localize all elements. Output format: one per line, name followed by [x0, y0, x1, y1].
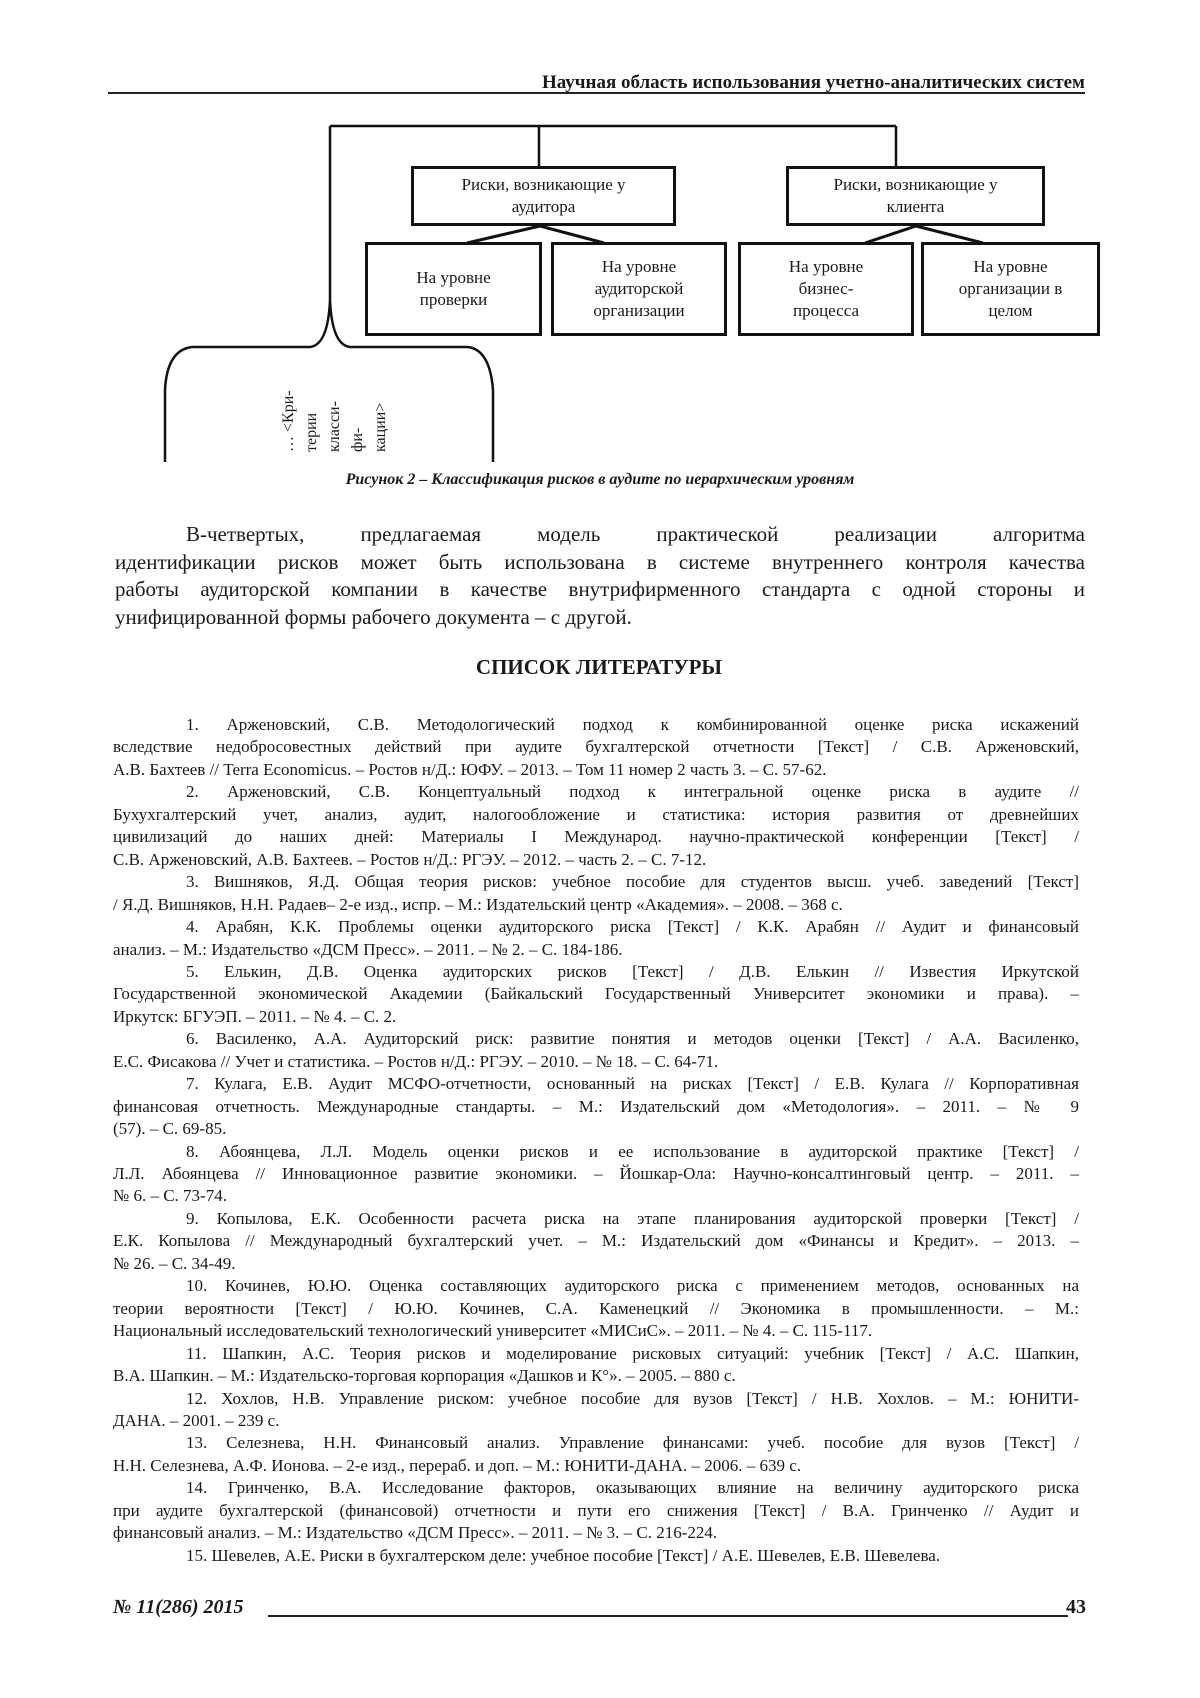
criteria-line: … <Кри-: [277, 372, 300, 452]
running-head: Научная область использования учетно-аналитических систем: [300, 72, 1085, 94]
criteria-line: класси-: [323, 372, 346, 452]
reference-line: № 6. – С. 73-74.: [113, 1185, 1079, 1207]
paragraph-line: идентификации рисков может быть использована в системе внутреннего контроля качества: [115, 549, 1085, 577]
box-line: На уровне: [789, 256, 863, 278]
reference-line: № 26. – С. 34-49.: [113, 1253, 1079, 1275]
reference-line: Л.Л. Абоянцева // Инновационное развитие экономики. – Йошкар-Ола: Научно-консалтинговый центр. – 2011. –: [113, 1163, 1079, 1185]
box-line: Риски, возникающие у: [461, 174, 625, 196]
footer-rule: [268, 1615, 1068, 1617]
reference-item: 8. Абоянцева, Л.Л. Модель оценки рисков и ее использование в аудиторской практике [Текст] /: [186, 1141, 1079, 1163]
reference-line: Государственной экономической Академии (Байкальский Государственный Университет экономики и права). –: [113, 983, 1079, 1005]
box-line: проверки: [416, 289, 490, 311]
reference-line: Е.К. Копылова // Международный бухгалтерский учет. – М.: Издательский дом «Финансы и Кредит». – 2013. –: [113, 1230, 1079, 1252]
box-client-risks: [786, 166, 1045, 226]
box-line: процесса: [789, 300, 863, 322]
box-auditor-risks: [411, 166, 676, 226]
reference-line: финансовая отчетность. Международные стандарты. – М.: Издательский дом «Методология». – 2011. – № 9: [113, 1096, 1079, 1118]
box-line: На уровне: [416, 267, 490, 289]
box-business-process-level: [738, 242, 914, 336]
reference-line: анализ. – М.: Издательство «ДСМ Пресс». – 2011. – № 2. – С. 184-186.: [113, 939, 1079, 961]
reference-line: вследствие недобросовестных действий при аудите бухгалтерской отчетности [Текст] / С.В. Арженовский,: [113, 736, 1079, 758]
reference-item: 4. Арабян, К.К. Проблемы оценки аудиторского риска [Текст] / К.К. Арабян // Аудит и финансовый: [186, 916, 1079, 938]
reference-line: Н.Н. Селезнева, А.Ф. Ионова. – 2-е изд., перераб. и доп. – М.: ЮНИТИ-ДАНА. – 2006. – 639 с.: [113, 1455, 1079, 1477]
reference-line: Национальный исследовательский технологический университет «МИСиС». – 2011. – № 4. – С. 115-117.: [113, 1320, 1079, 1342]
references-heading: СПИСОК ЛИТЕРАТУРЫ: [0, 655, 1198, 680]
criteria-line: терии: [300, 372, 323, 452]
box-line: бизнес-: [789, 278, 863, 300]
box-line: На уровне: [593, 256, 684, 278]
reference-line: Иркутск: БГУЭП. – 2011. – № 4. – С. 2.: [113, 1006, 1079, 1028]
figure-caption: Рисунок 2 – Классификация рисков в аудите по иерархическим уровням: [0, 471, 1200, 489]
reference-line: В.А. Шапкин. – М.: Издательско-торговая корпорация «Дашков и К°». – 2005. – 880 с.: [113, 1365, 1079, 1387]
box-line: организации в: [959, 278, 1063, 300]
footer-issue: № 11(286) 2015: [113, 1596, 244, 1619]
client-branches: [865, 226, 983, 243]
reference-item: 9. Копылова, Е.К. Особенности расчета риска на этапе планирования аудиторской проверки [Текст] /: [186, 1208, 1079, 1230]
reference-item: 14. Гринченко, В.А. Исследование факторов, оказывающих влияние на величину аудиторского риска: [186, 1477, 1079, 1499]
auditor-branches: [467, 226, 604, 243]
classification-criteria-label: [277, 372, 392, 452]
box-line: аудитора: [461, 196, 625, 218]
box-audit-firm-level: [551, 242, 727, 336]
reference-line: финансовый анализ. – М.: Издательство «ДСМ Пресс». – 2011. – № 3. – С. 216-224.: [113, 1522, 1079, 1544]
reference-line: (57). – С. 69-85.: [113, 1118, 1079, 1140]
box-line: На уровне: [959, 256, 1063, 278]
reference-line: Е.С. Фисакова // Учет и статистика. – Ростов н/Д.: РГЭУ. – 2010. – № 18. – С. 64-71.: [113, 1051, 1079, 1073]
reference-line: при аудите бухгалтерской (финансовой) отчетности и пути его снижения [Текст] / В.А. Гринченко // Аудит и: [113, 1500, 1079, 1522]
reference-line: А.В. Бахтеев // Terra Economicus. – Ростов н/Д.: ЮФУ. – 2013. – Том 11 номер 2 часть 3. – С. 57-62.: [113, 759, 1079, 781]
box-line: Риски, возникающие у: [833, 174, 997, 196]
criteria-line: кации>: [369, 372, 392, 452]
box-line: аудиторской: [593, 278, 684, 300]
reference-line: Бухухгалтерский учет, анализ, аудит, налогообложение и статистика: история развития от древнейших: [113, 804, 1079, 826]
page-number: 43: [1060, 1596, 1086, 1619]
top-connector: [330, 126, 896, 166]
reference-item: 2. Арженовский, С.В. Концептуальный подход к интегральной оценке риска в аудите //: [186, 781, 1079, 803]
box-line: организации: [593, 300, 684, 322]
criteria-line: фи-: [346, 372, 369, 452]
box-line: клиента: [833, 196, 997, 218]
paragraph-line: В-четвертых, предлагаемая модель практической реализации алгоритма: [186, 521, 1085, 549]
reference-item: 1. Арженовский, С.В. Методологический подход к комбинированной оценке риска искажений: [186, 714, 1079, 736]
box-organization-level: [921, 242, 1100, 336]
reference-item: 11. Шапкин, А.С. Теория рисков и моделирование рисковых ситуаций: учебник [Текст] / А.С. Шапкин,: [186, 1343, 1079, 1365]
paragraph-line: унифицированной формы рабочего документа – с другой.: [115, 604, 1085, 632]
reference-item: 6. Василенко, А.А. Аудиторский риск: развитие понятия и методов оценки [Текст] / А.А. Василенко,: [186, 1028, 1079, 1050]
reference-line: / Я.Д. Вишняков, Н.Н. Радаев– 2-е изд., испр. – М.: Издательский центр «Академия». – 2008. – 368 с.: [113, 894, 1079, 916]
reference-item: 15. Шевелев, А.Е. Риски в бухгалтерском деле: учебное пособие [Текст] / А.Е. Шевелев, Е.В. Шевелева.: [186, 1545, 1079, 1567]
reference-line: С.В. Арженовский, А.В. Бахтеев. – Ростов н/Д.: РГЭУ. – 2012. – часть 2. – С. 7-12.: [113, 849, 1079, 871]
paragraph-line: работы аудиторской компании в качестве внутрифирменного стандарта с одной стороны и: [115, 576, 1085, 604]
reference-line: цивилизаций до наших дней: Материалы I Международ. научно-практической конференции [Текст] /: [113, 826, 1079, 848]
reference-item: 3. Вишняков, Я.Д. Общая теория рисков: учебное пособие для студентов высш. учеб. заведений [Текст]: [186, 871, 1079, 893]
reference-line: ДАНА. – 2001. – 239 с.: [113, 1410, 1079, 1432]
reference-item: 12. Хохлов, Н.В. Управление риском: учебное пособие для вузов [Текст] / Н.В. Хохлов. – М.: ЮНИТИ-: [186, 1388, 1079, 1410]
box-line: целом: [959, 300, 1063, 322]
reference-line: теории вероятности [Текст] / Ю.Ю. Кочинев, С.А. Каменецкий // Экономика в промышленности. – М.:: [113, 1298, 1079, 1320]
reference-item: 5. Елькин, Д.В. Оценка аудиторских рисков [Текст] / Д.В. Елькин // Известия Иркутской: [186, 961, 1079, 983]
reference-item: 7. Кулага, Е.В. Аудит МСФО-отчетности, основанный на рисках [Текст] / Е.В. Кулага // Корпоративная: [186, 1073, 1079, 1095]
reference-item: 10. Кочинев, Ю.Ю. Оценка составляющих аудиторского риска с применением методов, основанных на: [186, 1275, 1079, 1297]
reference-item: 13. Селезнева, Н.Н. Финансовый анализ. Управление финансами: учеб. пособие для вузов [Текст] /: [186, 1432, 1079, 1454]
box-audit-level: [365, 242, 542, 336]
